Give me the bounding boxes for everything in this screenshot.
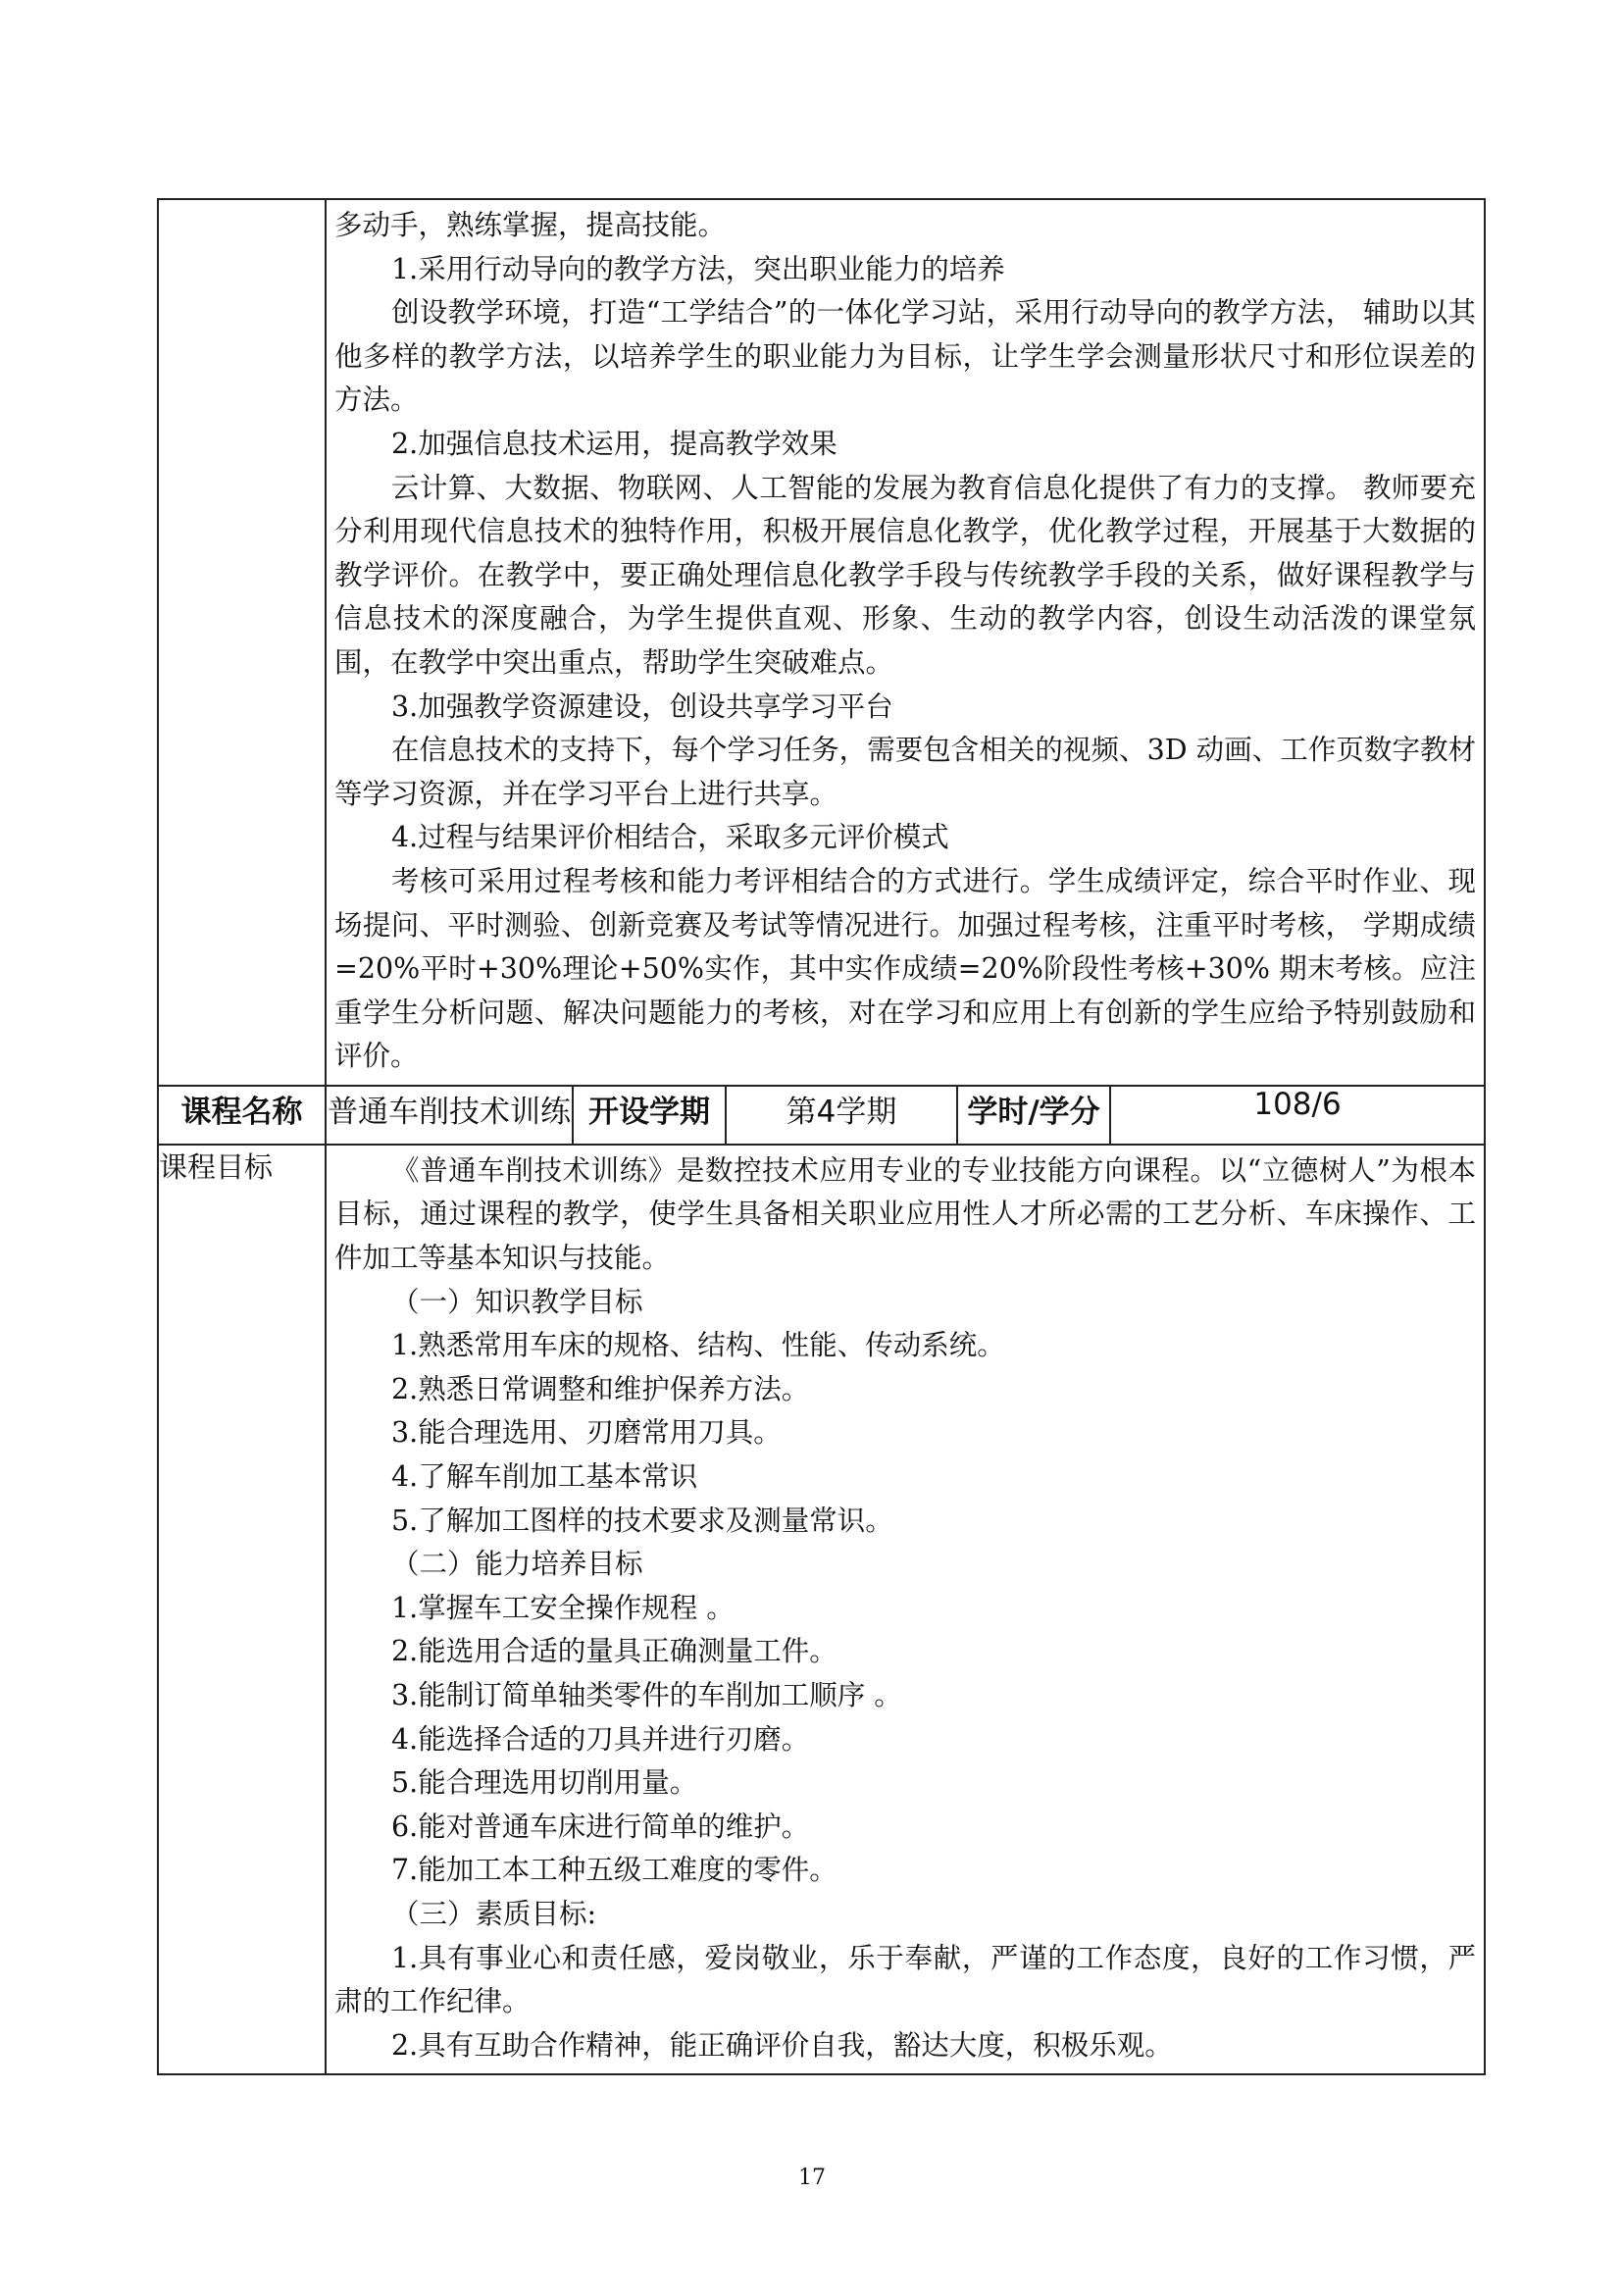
paragraph: 5.能合理选用切削用量。 (391, 1766, 698, 1800)
hours-credits-label: 学时/学分 (957, 1086, 1110, 1145)
paragraph: 3.能制订简单轴类零件的车削加工顺序 。 (391, 1679, 902, 1711)
paragraph: 2.熟悉日常调整和维护保养方法。 (391, 1372, 810, 1405)
paragraph: 5.了解加工图样的技术要求及测量常识。 (391, 1504, 893, 1537)
paragraph: （三）素质目标: (391, 1897, 597, 1930)
paragraph: 创设教学环境，打造“工学结合”的一体化学习站，采用行动导向的教学方法， 辅助以其他多样的教学方法，以培养学生的职业能力为目标，让学生学会测量形状尺寸和形位误差的方法。 (334, 296, 1477, 417)
paragraph: 1.熟悉常用车床的规格、结构、性能、传动系统。 (391, 1329, 1005, 1362)
paragraph: 2.能选用合适的量具正确测量工件。 (391, 1635, 837, 1668)
objectives-label: 课程目标 (158, 1145, 326, 2074)
course-table (157, 198, 1486, 2075)
objectives-row (158, 1145, 1485, 2074)
paragraph: 2.具有互助合作精神，能正确评价自我，豁达大度，积极乐观。 (391, 2028, 1173, 2062)
upper-section-row (158, 199, 1485, 1086)
semester-value: 第4学期 (726, 1086, 957, 1145)
course-name-label: 课程名称 (158, 1086, 326, 1145)
paragraph: 4.了解车削加工基本常识 (391, 1460, 698, 1494)
paragraph: 《普通车削技术训练》是数控技术应用专业的专业技能方向课程。以“立德树人”为根本目标，通过课程的教学，使学生具备相关职业应用性人才所必需的工艺分析、车床操作、工件加工等基本知识与技能。 (334, 1153, 1477, 1275)
semester-label: 开设学期 (573, 1086, 726, 1145)
paragraph: 4.能选择合适的刀具并进行刃磨。 (391, 1722, 810, 1756)
upper-content-cell (326, 199, 1485, 1086)
upper-label-cell (158, 199, 326, 1086)
paragraph: 1.掌握车工安全操作规程 。 (391, 1591, 735, 1624)
paragraph: 4.过程与结果评价相结合，采取多元评价模式 (391, 821, 949, 854)
course-header-row (158, 1086, 1485, 1145)
paragraph: 云计算、大数据、物联网、人工智能的发展为教育信息化提供了有力的支撑。 教师要充分利用现代信息技术的独特作用，积极开展信息化教学，优化教学过程，开展基于大数据的教学评价。在教学中，要正确处理信息化教学手段与传统教学手段的关系，做好课程教学与信息技术的深度融合，为学生提供直观、形象、生动的教学内容，创设生动活泼的课堂氛围，在教学中突出重点，帮助学生突破难点。 (334, 471, 1477, 679)
paragraph: 1.具有事业心和责任感，爱岗敬业，乐于奉献，严谨的工作态度，良好的工作习惯，严肃的工作纪律。 (334, 1941, 1477, 2018)
paragraph: 在信息技术的支持下，每个学习任务，需要包含相关的视频、3D 动画、工作页数字教材等学习资源，并在学习平台上进行共享。 (334, 734, 1477, 810)
objectives-text-block (327, 1146, 1484, 2073)
paragraph: 多动手，熟练掌握，提高技能。 (334, 209, 727, 241)
course-name-value: 普通车削技术训练 (326, 1086, 573, 1145)
paragraph: （一）知识教学目标 (391, 1285, 643, 1318)
paragraph: 7.能加工本工种五级工难度的零件。 (391, 1854, 837, 1887)
objectives-content-cell (326, 1145, 1485, 2074)
paragraph: 3.加强教学资源建设，创设共享学习平台 (391, 689, 893, 723)
paragraph: 2.加强信息技术运用，提高教学效果 (391, 427, 837, 460)
upper-text-block (327, 200, 1484, 1085)
paragraph: 考核可采用过程考核和能力考评相结合的方式进行。学生成绩评定，综合平时作业、现场提问、平时测验、创新竞赛及考试等情况进行。加强过程考核，注重平时考核， 学期成绩=20%平时+30%理论+50%实作，其中实作成绩=20%阶段性考核+30% 期末考核。应注重学生分析问题、解决问题能力的考核，对在学习和应用上有创新的学生应给予特别鼓励和评价。 (334, 864, 1477, 1073)
paragraph: 1.采用行动导向的教学方法，突出职业能力的培养 (391, 252, 1005, 285)
paragraph: 3.能合理选用、刃磨常用刀具。 (391, 1416, 782, 1450)
page-number: 17 (798, 2166, 826, 2190)
paragraph: （二）能力培养目标 (391, 1548, 643, 1581)
hours-credits-value: 108/6 (1110, 1086, 1485, 1145)
paragraph: 6.能对普通车床进行简单的维护。 (391, 1810, 810, 1843)
